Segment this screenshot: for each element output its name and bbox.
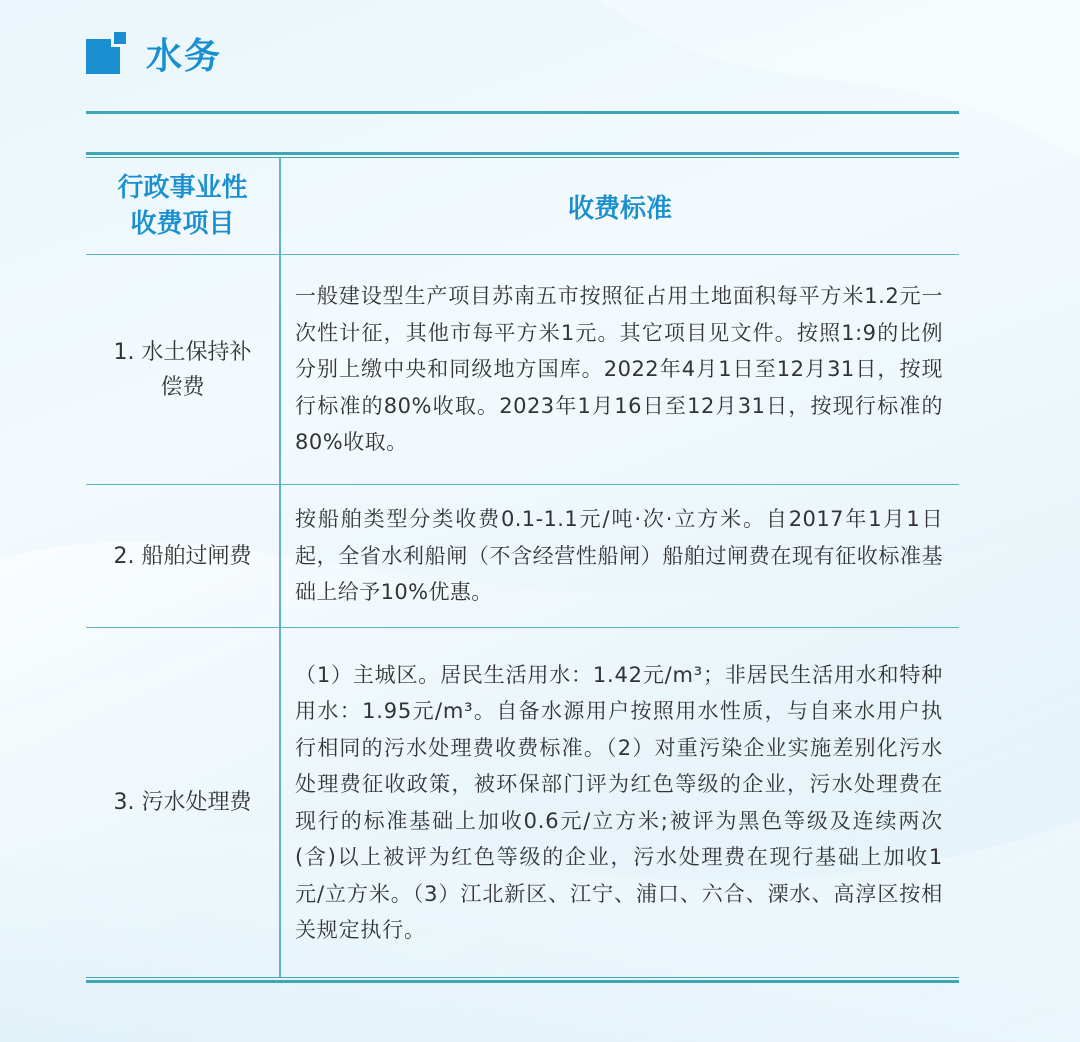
column-header-item <box>103 170 263 242</box>
table-header-row <box>86 158 959 255</box>
standard-cell <box>281 255 959 484</box>
item-cell <box>86 255 281 484</box>
fee-standard-text: 按船舶类型分类收费0.1-1.1元/吨·次·立方米。自2017年1月1日起，全省水利船闸（不含经营性船闸）船舶过闸费在现有征收标准基础上给予10%优惠。 <box>295 507 943 605</box>
column-header-standard: 收费标准 <box>567 193 672 224</box>
table-row <box>86 485 959 628</box>
header-cell-item <box>86 158 281 254</box>
fee-table <box>86 152 959 983</box>
fee-standard-text: 一般建设型生产项目苏南五市按照征占用土地面积每平方米1.2元一次性计征，其他市每平方米1元。其它项目见文件。按照1:9的比例分别上缴中央和同级地方国库。2022年4月1日至12月31日，按现行标准的80%收取。2023年1月16日至12月31日，按现行标准的80%收取。 <box>295 284 943 455</box>
header-divider <box>86 111 959 114</box>
table-bottom-rule <box>86 977 959 983</box>
standard-cell <box>281 485 959 627</box>
item-name: 2. 船舶过闸费 <box>113 543 252 569</box>
section-header <box>86 30 222 76</box>
column-header-item-line1: 行政事业性 <box>117 173 248 203</box>
item-cell <box>86 628 281 977</box>
square-logo-icon <box>86 32 126 74</box>
table-row <box>86 628 959 977</box>
column-header-item-line2: 收费项目 <box>130 209 235 239</box>
fee-standard-text: （1）主城区。居民生活用水：1.42元/m³；非居民生活用水和特种用水：1.95元/m³。自备水源用户按照用水性质，与自来水用户执行相同的污水处理费收费标准。（2）对重污染企业实施差别化污水处理费征收政策，被环保部门评为红色等级的企业，污水处理费在现行的标准基础上加收0.6元/立方米;被评为黑色等级及连续两次(含)以上被评为红色等级的企业，污水处理费在现行基础上加收1元/立方米。（3）江北新区、江宁、浦口、六合、溧水、高淳区按相关规定执行。 <box>295 662 943 942</box>
standard-cell <box>281 628 959 977</box>
item-cell <box>86 485 281 627</box>
table-row <box>86 255 959 485</box>
item-name: 3. 污水处理费 <box>113 790 252 815</box>
item-name: 1. 水土保持补偿费 <box>113 339 252 400</box>
section-title: 水务 <box>146 35 223 77</box>
